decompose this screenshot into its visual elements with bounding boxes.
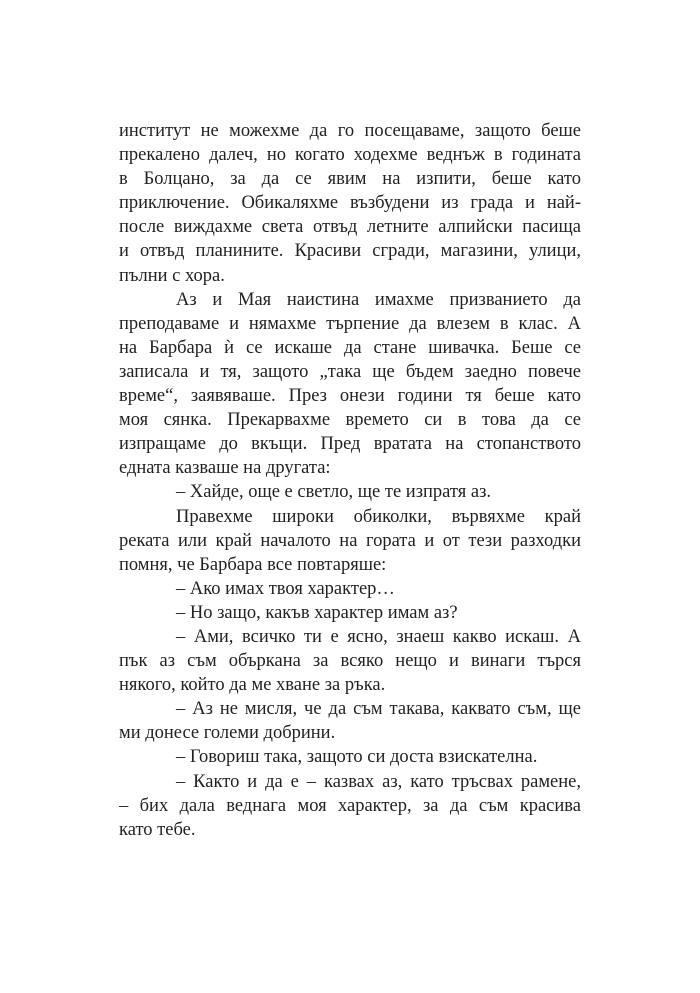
text-line: – Говориш така, защото си доста взискателна.: [176, 747, 538, 768]
text-line: реката или край началото на гората и от тези разходки: [119, 530, 581, 551]
text-line: пък аз съм объркана за всяко нещо и винаги търся: [119, 651, 581, 672]
text-line: някого, който да ме хване за ръка.: [119, 675, 386, 696]
text-line: прекалено далеч, но когато ходехме веднъж в годината: [119, 145, 581, 166]
text-line: – бих дала веднага моя характер, за да съм красива: [119, 795, 581, 816]
text-line: време“, заявяваше. През онези години тя беше като: [119, 386, 581, 407]
text-line: приключение. Обикаляхме възбудени из града и най-: [119, 193, 581, 214]
text-line: едната казваше на другата:: [119, 458, 331, 479]
text-line: Правехме широки обиколки, вървяхме край: [176, 506, 581, 527]
text-line: на Барбара ѝ се искаше да стане шивачка. Беше се: [119, 337, 581, 358]
text-line: Аз и Мая наистина имахме призванието да: [176, 289, 581, 310]
text-line: пълни с хора.: [119, 265, 225, 286]
text-line: помня, че Барбара все повтаряше:: [119, 554, 387, 575]
text-line: – Ами, всичко ти е ясно, знаеш какво искаш. А: [176, 626, 581, 647]
text-line: изпращаме до вкъщи. Пред вратата на стопанството: [119, 434, 581, 455]
text-line: – Хайде, още е светло, ще те изпратя аз.: [176, 482, 492, 503]
text-line: – Но защо, какъв характер имам аз?: [176, 602, 458, 623]
text-line: преподаваме и нямахме търпение да влезем в клас. А: [119, 313, 581, 334]
text-line: като тебе.: [119, 819, 196, 840]
text-line: ми донесе големи добрини.: [119, 723, 336, 744]
text-line: в Болцано, за да се явим на изпити, беше като: [119, 169, 581, 190]
text-line: – Аз не мисля, че да съм такава, каквато съм, ще: [176, 699, 581, 720]
text-line: после виждахме света отвъд летните алпийски пасища: [119, 217, 581, 238]
body-text: [119, 119, 581, 842]
text-line: моя сянка. Прекарвахме времето си в това да се: [119, 410, 581, 431]
text-line: записала и тя, защото „така ще бъдем заедно повече: [119, 361, 581, 382]
text-line: – Ако имах твоя характер…: [176, 578, 395, 599]
text-line: институт не можехме да го посещаваме, защото беше: [119, 121, 581, 141]
text-line: – Както и да е – казвах аз, като тръсвах рамене,: [176, 771, 581, 792]
text-line: и отвъд планините. Красиви сгради, магазини, улици,: [119, 241, 581, 262]
